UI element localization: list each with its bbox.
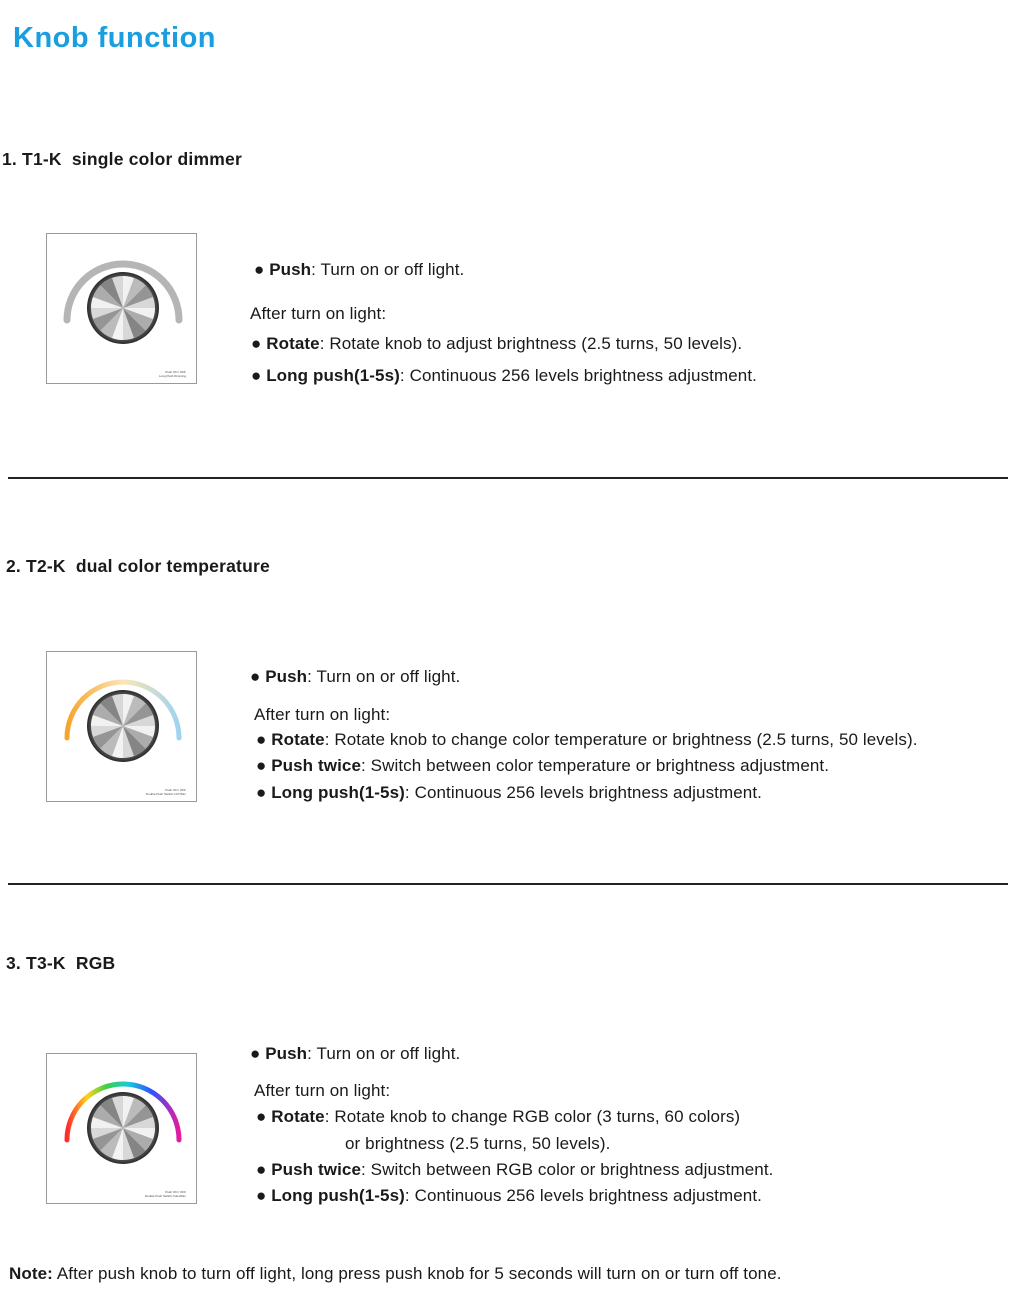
push-twice-line: ● Push twice: Switch between color temperature or brightness adjustment. <box>256 756 830 775</box>
bullet: ● <box>254 260 265 279</box>
panel-caption: Push ON / OFF Double Push Switch Color/Dim <box>144 1190 186 1198</box>
page-title: Knob function <box>13 22 217 54</box>
long-push-line: ● Long push(1-5s): Continuous 256 levels brightness adjustment. <box>256 783 763 802</box>
t1-k-panel-image <box>46 233 197 384</box>
push-line: ● Push: Turn on or off light. <box>250 1044 461 1063</box>
long-push-line: ● Long push(1-5s): Continuous 256 levels brightness adjustment. <box>251 366 758 385</box>
section-2-heading: 2. T2-K dual color temperature <box>6 556 270 576</box>
section-divider <box>8 883 1008 885</box>
after-turn-on-label: After turn on light: <box>250 304 387 323</box>
bullet: ● <box>251 366 262 385</box>
note-label: Note: <box>9 1264 53 1283</box>
push-line: ● Push: Turn on or off light. <box>250 667 461 686</box>
note-line <box>9 1264 782 1284</box>
bullet: ● <box>256 730 267 749</box>
section-1-heading: 1. T1-K single color dimmer <box>2 149 242 169</box>
bullet: ● <box>256 1186 267 1205</box>
knob-icon <box>87 690 159 762</box>
knob-icon <box>87 272 159 344</box>
bullet: ● <box>256 1107 267 1126</box>
rotate-line-continued: or brightness (2.5 turns, 50 levels). <box>345 1134 611 1153</box>
t3-k-panel-image <box>46 1053 197 1204</box>
rotate-line: ● Rotate: Rotate knob to adjust brightness (2.5 turns, 50 levels). <box>251 334 743 353</box>
t2-k-panel-image <box>46 651 197 802</box>
section-3-heading: 3. T3-K RGB <box>6 953 116 973</box>
rotate-line: ● Rotate: Rotate knob to change RGB color (3 turns, 60 colors) <box>256 1107 741 1126</box>
knob-icon <box>87 1092 159 1164</box>
after-turn-on-label: After turn on light: <box>254 705 391 724</box>
push-line: ● Push: Turn on or off light. <box>254 260 465 279</box>
push-twice-line: ● Push twice: Switch between RGB color or brightness adjustment. <box>256 1160 774 1179</box>
section-divider <box>8 477 1008 479</box>
bullet: ● <box>250 667 261 686</box>
bullet: ● <box>256 756 267 775</box>
after-turn-on-label: After turn on light: <box>254 1081 391 1100</box>
note-text: After push knob to turn off light, long press push knob for 5 seconds will turn on or turn off tone. <box>52 1264 782 1283</box>
rotate-line: ● Rotate: Rotate knob to change color temperature or brightness (2.5 turns, 50 levels). <box>256 730 918 749</box>
bullet: ● <box>256 1160 267 1179</box>
bullet: ● <box>251 334 262 353</box>
long-push-line: ● Long push(1-5s): Continuous 256 levels brightness adjustment. <box>256 1186 763 1205</box>
panel-caption: Push ON / OFF Double Push Switch CCT/Dim <box>145 788 186 796</box>
bullet: ● <box>250 1044 261 1063</box>
bullet: ● <box>256 783 267 802</box>
panel-caption: Push ON / OFF Long Push Dimming <box>158 370 186 378</box>
